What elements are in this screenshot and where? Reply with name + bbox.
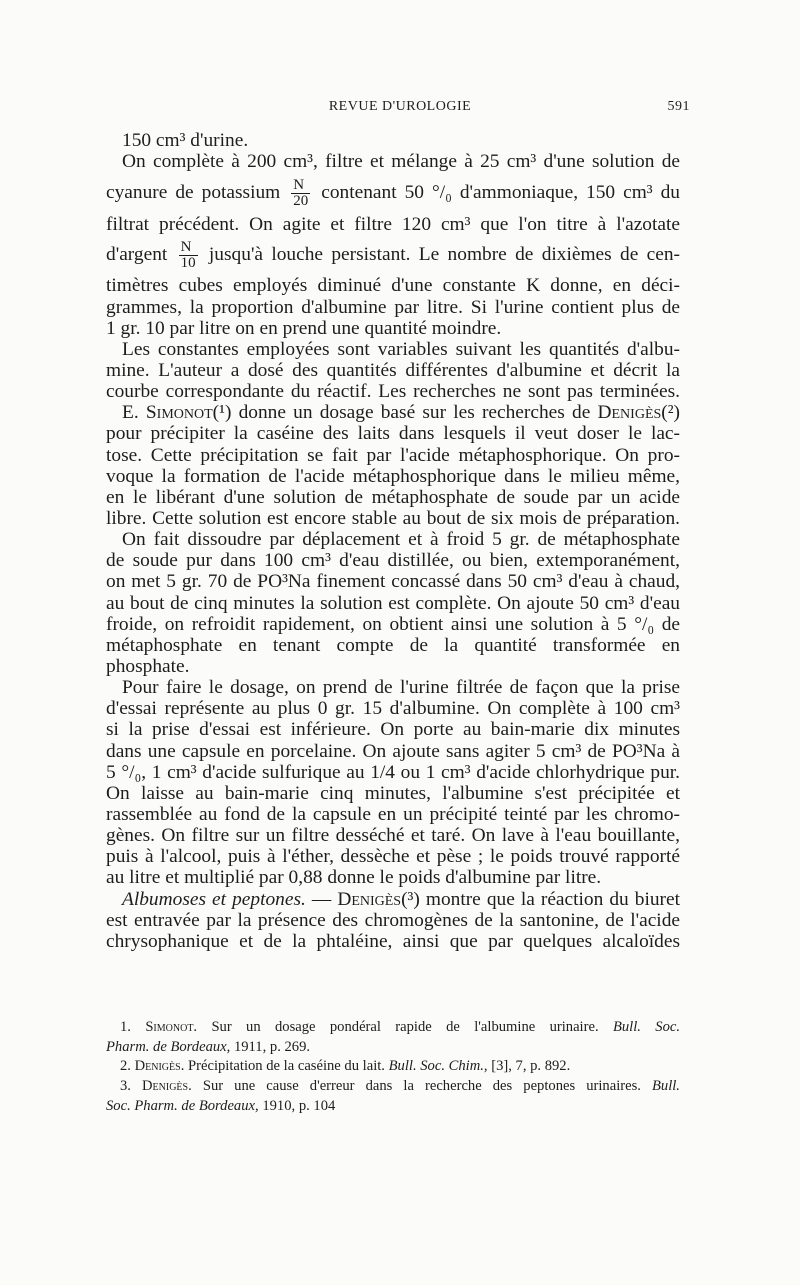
text-line: 5 °/₀, 1 cm³ d'acide sulfurique au 1/4 ou 1 cm³ d'acide chlorhydrique pur. [106,761,680,783]
text-line: On fait dissoudre par déplacement et à froid 5 gr. de métaphosphate [122,529,680,551]
text-line: Les constantes employées sont variables suivant les quantités d'albu- [122,338,680,360]
footnote-2: 2. Denigès. Précipitation de la caséine du lait. Bull. Soc. Chim., [3], 7, p. 892. [120,1058,571,1075]
author-name: Denigès [597,402,662,424]
text-line: Albumoses et peptones. — Denigès(³) montre que la réaction du biuret [122,888,680,910]
text-line-fraction: d'argent $\frac{N}{10}$ jusqu'à louche persistant. Le nombre de dixièmes de cen- [106,239,680,272]
text-line: pour précipiter la caséine des laits dans lesquels il veut doser le lac- [106,423,680,445]
footnote-1-cont: Pharm. de Bordeaux, 1911, p. 269. [106,1038,311,1055]
text-line-fraction: cyanure de potassium $\frac{N}{20}$ contenant 50 °/₀ d'ammoniaque, 150 cm³ du [106,177,680,210]
text-line: courbe correspondante du réactif. Les recherches ne sont pas terminées. [106,381,680,403]
text-line: au litre et multiplié par 0,88 donne le poids d'albumine par litre. [106,867,602,889]
text-line: dans une capsule en porcelaine. On ajoute sans agiter 5 cm³ de PO³Na à [106,740,680,762]
footnote-ref: (¹) [212,402,232,424]
text-line: froide, on refroidit rapidement, on obtient ainsi une solution à 5 °/₀ de [106,613,680,635]
author-name: Simonot [145,402,213,424]
text-line: on met 5 gr. 70 de PO³Na finement concassé dans 50 cm³ d'eau à chaud, [106,571,680,593]
running-title: REVUE D'UROLOGIE [328,99,472,114]
text-line: si la prise d'essai est inférieure. On porte au bain-marie dix minutes [106,719,680,741]
fraction: $\frac{N}{10}$ [180,239,196,272]
text-line: grammes, la proportion d'albumine par litre. Si l'urine contient plus de [106,296,680,318]
fraction: $\frac{N}{20}$ [293,177,309,210]
text-line: chrysophanique et de la phtaléine, ainsi que par quelques alcaloïdes [106,930,680,952]
text-line: libre. Cette solution est encore stable au bout de six mois de préparation. [106,507,680,529]
text-line: 150 cm³ d'urine. [122,130,249,151]
footnote-3-cont: Soc. Pharm. de Bordeaux, 1910, p. 104 [106,1097,336,1114]
text-line: gènes. On filtre sur un filtre desséché et taré. On lave à l'eau bouillante, [106,825,680,847]
text-line: métaphosphate en tenant compte de la quantité transformée en [106,634,680,656]
text-line: d'essai représente au plus 0 gr. 15 d'albumine. On complète à 100 cm³ [106,698,680,720]
footnote-3: 3. Denigès. Sur une cause d'erreur dans la recherche des peptones urinaires. Bull. [120,1078,680,1095]
text-line: puis à l'alcool, puis à l'éther, dessèche et pèse ; le poids trouvé rapporté [106,846,680,868]
text-line: rassemblée au fond de la capsule en un précipité teinté par les chromo- [106,803,680,825]
footnotes [106,1018,680,1117]
text-line: de soude pur dans 100 cm³ d'eau distillée, ou bien, extemporanément, [106,550,680,572]
text-line: E. Simonot(¹) donne un dosage basé sur les recherches de Denigès(²) [122,402,681,424]
text-line: On complète à 200 cm³, filtre et mélange à 25 cm³ d'une solution de [122,151,680,173]
running-head [0,99,800,121]
text-line: est entravée par la présence des chromogènes de la santonine, de l'acide [106,909,680,931]
text-line: Pour faire le dosage, on prend de l'urine filtrée de façon que la prise [122,677,680,699]
text-line: filtrat précédent. On agite et filtre 120 cm³ que l'on titre à l'azotate [106,214,680,236]
footnote-ref: (³) [401,888,420,910]
text-line: voque la formation de l'acide métaphosphorique dans le milieu même, [106,465,680,487]
author-name: Denigès [337,888,402,910]
text-line: mine. L'auteur a dosé des quantités différentes d'albumine et décrit la [106,359,680,381]
page-number: 591 [667,99,690,114]
body-text [106,130,680,952]
section-heading: Albumoses et peptones. [122,888,306,910]
text-line: On laisse au bain-marie cinq minutes, l'albumine s'est précipitée et [106,782,680,804]
text-line: timètres cubes employés diminué d'une constante K donne, en déci- [106,275,680,297]
footnote-ref: (²) [661,402,681,424]
text-line: au bout de cinq minutes la solution est complète. On ajoute 50 cm³ d'eau [106,592,680,614]
text-line: phosphate. [106,655,190,677]
footnote-1: 1. Simonot. Sur un dosage pondéral rapide de l'albumine urinaire. Bull. Soc. [120,1019,680,1035]
text-line: tose. Cette précipitation se fait par l'acide métaphosphorique. On pro- [106,444,680,466]
text-line: 1 gr. 10 par litre on en prend une quantité moindre. [106,317,502,339]
text-line: en le libérant d'une solution de métaphosphate de soude par un acide [106,486,680,508]
